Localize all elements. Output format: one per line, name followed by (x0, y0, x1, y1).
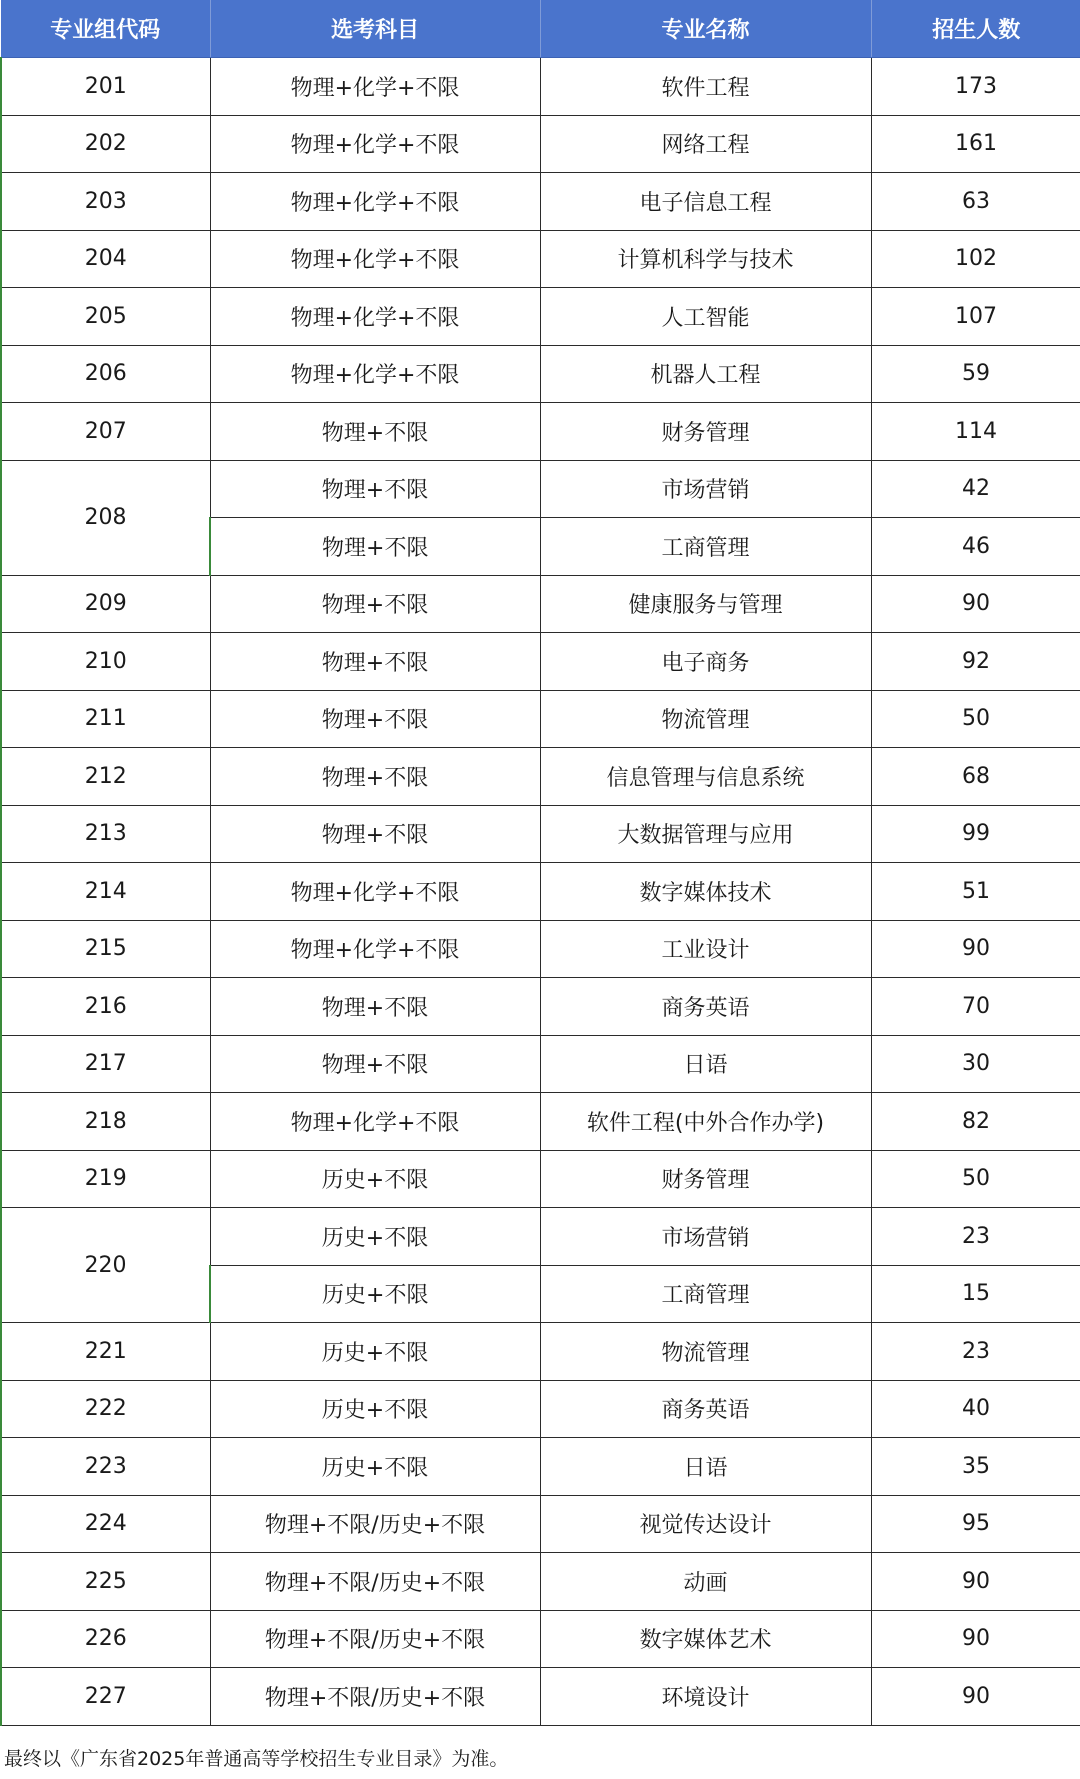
table-row (1, 173, 1080, 231)
group-code-cell: 226 (1, 1610, 210, 1668)
table-row (1, 863, 1080, 921)
enrollment-count-cell: 90 (871, 1610, 1080, 1668)
header-group-code: 专业组代码 (1, 0, 210, 58)
enrollment-count-cell: 95 (871, 1495, 1080, 1553)
group-code-cell: 210 (1, 633, 210, 691)
subjects-cell: 物理+不限 (210, 518, 540, 576)
enrollment-count-cell: 63 (871, 173, 1080, 231)
enrollment-count-cell: 92 (871, 633, 1080, 691)
major-name-cell: 市场营销 (540, 460, 871, 518)
enrollment-count-cell: 50 (871, 690, 1080, 748)
table-row (1, 460, 1080, 518)
subjects-cell: 物理+化学+不限 (210, 920, 540, 978)
subjects-cell: 物理+不限 (210, 460, 540, 518)
major-name-cell: 软件工程(中外合作办学) (540, 1093, 871, 1151)
table-row (1, 115, 1080, 173)
table-row (1, 805, 1080, 863)
group-code-cell: 217 (1, 1035, 210, 1093)
table-row (1, 1438, 1080, 1496)
header-major-name: 专业名称 (540, 0, 871, 58)
subjects-cell: 历史+不限 (210, 1323, 540, 1381)
subjects-cell: 历史+不限 (210, 1438, 540, 1496)
subjects-cell: 历史+不限 (210, 1265, 540, 1323)
enrollment-count-cell: 59 (871, 345, 1080, 403)
group-code-cell: 221 (1, 1323, 210, 1381)
subjects-cell: 物理+不限 (210, 805, 540, 863)
table-row (1, 748, 1080, 806)
major-name-cell: 计算机科学与技术 (540, 230, 871, 288)
major-name-cell: 视觉传达设计 (540, 1495, 871, 1553)
subjects-cell: 物理+化学+不限 (210, 173, 540, 231)
group-code-cell: 207 (1, 403, 210, 461)
group-code-cell: 208 (1, 460, 210, 575)
enrollment-count-cell: 82 (871, 1093, 1080, 1151)
table-row (1, 288, 1080, 346)
major-name-cell: 机器人工程 (540, 345, 871, 403)
subjects-cell: 物理+化学+不限 (210, 115, 540, 173)
enrollment-count-cell: 173 (871, 58, 1080, 116)
major-name-cell: 物流管理 (540, 1323, 871, 1381)
group-code-cell: 224 (1, 1495, 210, 1553)
major-name-cell: 人工智能 (540, 288, 871, 346)
enrollment-count-cell: 99 (871, 805, 1080, 863)
major-name-cell: 财务管理 (540, 1150, 871, 1208)
major-name-cell: 日语 (540, 1035, 871, 1093)
header-row (1, 0, 1080, 58)
major-name-cell: 日语 (540, 1438, 871, 1496)
table-row (1, 1208, 1080, 1266)
enrollment-count-cell: 23 (871, 1323, 1080, 1381)
table-row (1, 920, 1080, 978)
header-enrollment-count: 招生人数 (871, 0, 1080, 58)
enrollment-count-cell: 35 (871, 1438, 1080, 1496)
group-code-cell: 209 (1, 575, 210, 633)
enrollment-count-cell: 102 (871, 230, 1080, 288)
subjects-cell: 物理+不限 (210, 748, 540, 806)
major-name-cell: 市场营销 (540, 1208, 871, 1266)
enrollment-count-cell: 23 (871, 1208, 1080, 1266)
subjects-cell: 物理+不限 (210, 690, 540, 748)
footnote: 最终以《广东省2025年普通高等学校招生专业目录》为准。 (4, 1748, 509, 1770)
major-name-cell: 物流管理 (540, 690, 871, 748)
group-code-cell: 222 (1, 1380, 210, 1438)
enrollment-count-cell: 161 (871, 115, 1080, 173)
subjects-cell: 历史+不限 (210, 1150, 540, 1208)
group-code-cell: 214 (1, 863, 210, 921)
enrollment-count-cell: 51 (871, 863, 1080, 921)
group-code-cell: 212 (1, 748, 210, 806)
subjects-cell: 物理+不限/历史+不限 (210, 1610, 540, 1668)
table-row (1, 1150, 1080, 1208)
enrollment-count-cell: 90 (871, 920, 1080, 978)
subjects-cell: 物理+化学+不限 (210, 230, 540, 288)
subjects-cell: 物理+化学+不限 (210, 345, 540, 403)
group-code-cell: 223 (1, 1438, 210, 1496)
subjects-cell: 物理+不限 (210, 633, 540, 691)
table-row (1, 575, 1080, 633)
enrollment-count-cell: 90 (871, 1553, 1080, 1611)
group-code-cell: 203 (1, 173, 210, 231)
enrollment-count-cell: 50 (871, 1150, 1080, 1208)
group-code-cell: 206 (1, 345, 210, 403)
subjects-cell: 物理+不限/历史+不限 (210, 1553, 540, 1611)
major-name-cell: 工商管理 (540, 1265, 871, 1323)
subjects-cell: 物理+不限/历史+不限 (210, 1668, 540, 1726)
group-code-cell: 219 (1, 1150, 210, 1208)
table-body (1, 58, 1080, 1726)
group-code-cell: 216 (1, 978, 210, 1036)
group-code-cell: 225 (1, 1553, 210, 1611)
group-code-cell: 202 (1, 115, 210, 173)
group-code-cell: 213 (1, 805, 210, 863)
major-name-cell: 网络工程 (540, 115, 871, 173)
major-name-cell: 健康服务与管理 (540, 575, 871, 633)
subjects-cell: 物理+不限 (210, 1035, 540, 1093)
table-row (1, 1668, 1080, 1726)
table-row (1, 1323, 1080, 1381)
major-name-cell: 数字媒体技术 (540, 863, 871, 921)
table-row (1, 633, 1080, 691)
subjects-cell: 物理+不限/历史+不限 (210, 1495, 540, 1553)
major-name-cell: 财务管理 (540, 403, 871, 461)
group-code-cell: 205 (1, 288, 210, 346)
major-name-cell: 数字媒体艺术 (540, 1610, 871, 1668)
group-code-cell: 204 (1, 230, 210, 288)
group-code-cell: 218 (1, 1093, 210, 1151)
subjects-cell: 物理+化学+不限 (210, 288, 540, 346)
major-name-cell: 动画 (540, 1553, 871, 1611)
enrollment-count-cell: 90 (871, 1668, 1080, 1726)
table-row (1, 1093, 1080, 1151)
major-name-cell: 商务英语 (540, 978, 871, 1036)
major-name-cell: 软件工程 (540, 58, 871, 116)
enrollment-count-cell: 70 (871, 978, 1080, 1036)
group-code-cell: 220 (1, 1208, 210, 1323)
major-name-cell: 工商管理 (540, 518, 871, 576)
major-name-cell: 工业设计 (540, 920, 871, 978)
table-row (1, 1553, 1080, 1611)
major-name-cell: 大数据管理与应用 (540, 805, 871, 863)
table-row (1, 1495, 1080, 1553)
group-code-cell: 227 (1, 1668, 210, 1726)
table-row (1, 1610, 1080, 1668)
enrollment-count-cell: 90 (871, 575, 1080, 633)
subjects-cell: 物理+化学+不限 (210, 863, 540, 921)
table-row (1, 978, 1080, 1036)
table-row (1, 58, 1080, 116)
group-code-cell: 201 (1, 58, 210, 116)
table-row (1, 1380, 1080, 1438)
enrollment-count-cell: 42 (871, 460, 1080, 518)
group-code-cell: 215 (1, 920, 210, 978)
table-row (1, 403, 1080, 461)
enrollment-count-cell: 40 (871, 1380, 1080, 1438)
group-code-cell: 211 (1, 690, 210, 748)
subjects-cell: 物理+不限 (210, 403, 540, 461)
table-header (1, 0, 1080, 58)
enrollment-count-cell: 15 (871, 1265, 1080, 1323)
table-row (1, 230, 1080, 288)
subjects-cell: 历史+不限 (210, 1380, 540, 1438)
table-row (1, 345, 1080, 403)
enrollment-count-cell: 107 (871, 288, 1080, 346)
subjects-cell: 物理+不限 (210, 978, 540, 1036)
major-name-cell: 电子信息工程 (540, 173, 871, 231)
subjects-cell: 物理+化学+不限 (210, 58, 540, 116)
enrollment-count-cell: 114 (871, 403, 1080, 461)
subjects-cell: 历史+不限 (210, 1208, 540, 1266)
table-row (1, 1035, 1080, 1093)
enrollment-count-cell: 46 (871, 518, 1080, 576)
subjects-cell: 物理+不限 (210, 575, 540, 633)
header-subjects: 选考科目 (210, 0, 540, 58)
major-name-cell: 电子商务 (540, 633, 871, 691)
major-name-cell: 信息管理与信息系统 (540, 748, 871, 806)
major-name-cell: 商务英语 (540, 1380, 871, 1438)
enrollment-count-cell: 30 (871, 1035, 1080, 1093)
major-name-cell: 环境设计 (540, 1668, 871, 1726)
subjects-cell: 物理+化学+不限 (210, 1093, 540, 1151)
enrollment-count-cell: 68 (871, 748, 1080, 806)
table-row (1, 690, 1080, 748)
